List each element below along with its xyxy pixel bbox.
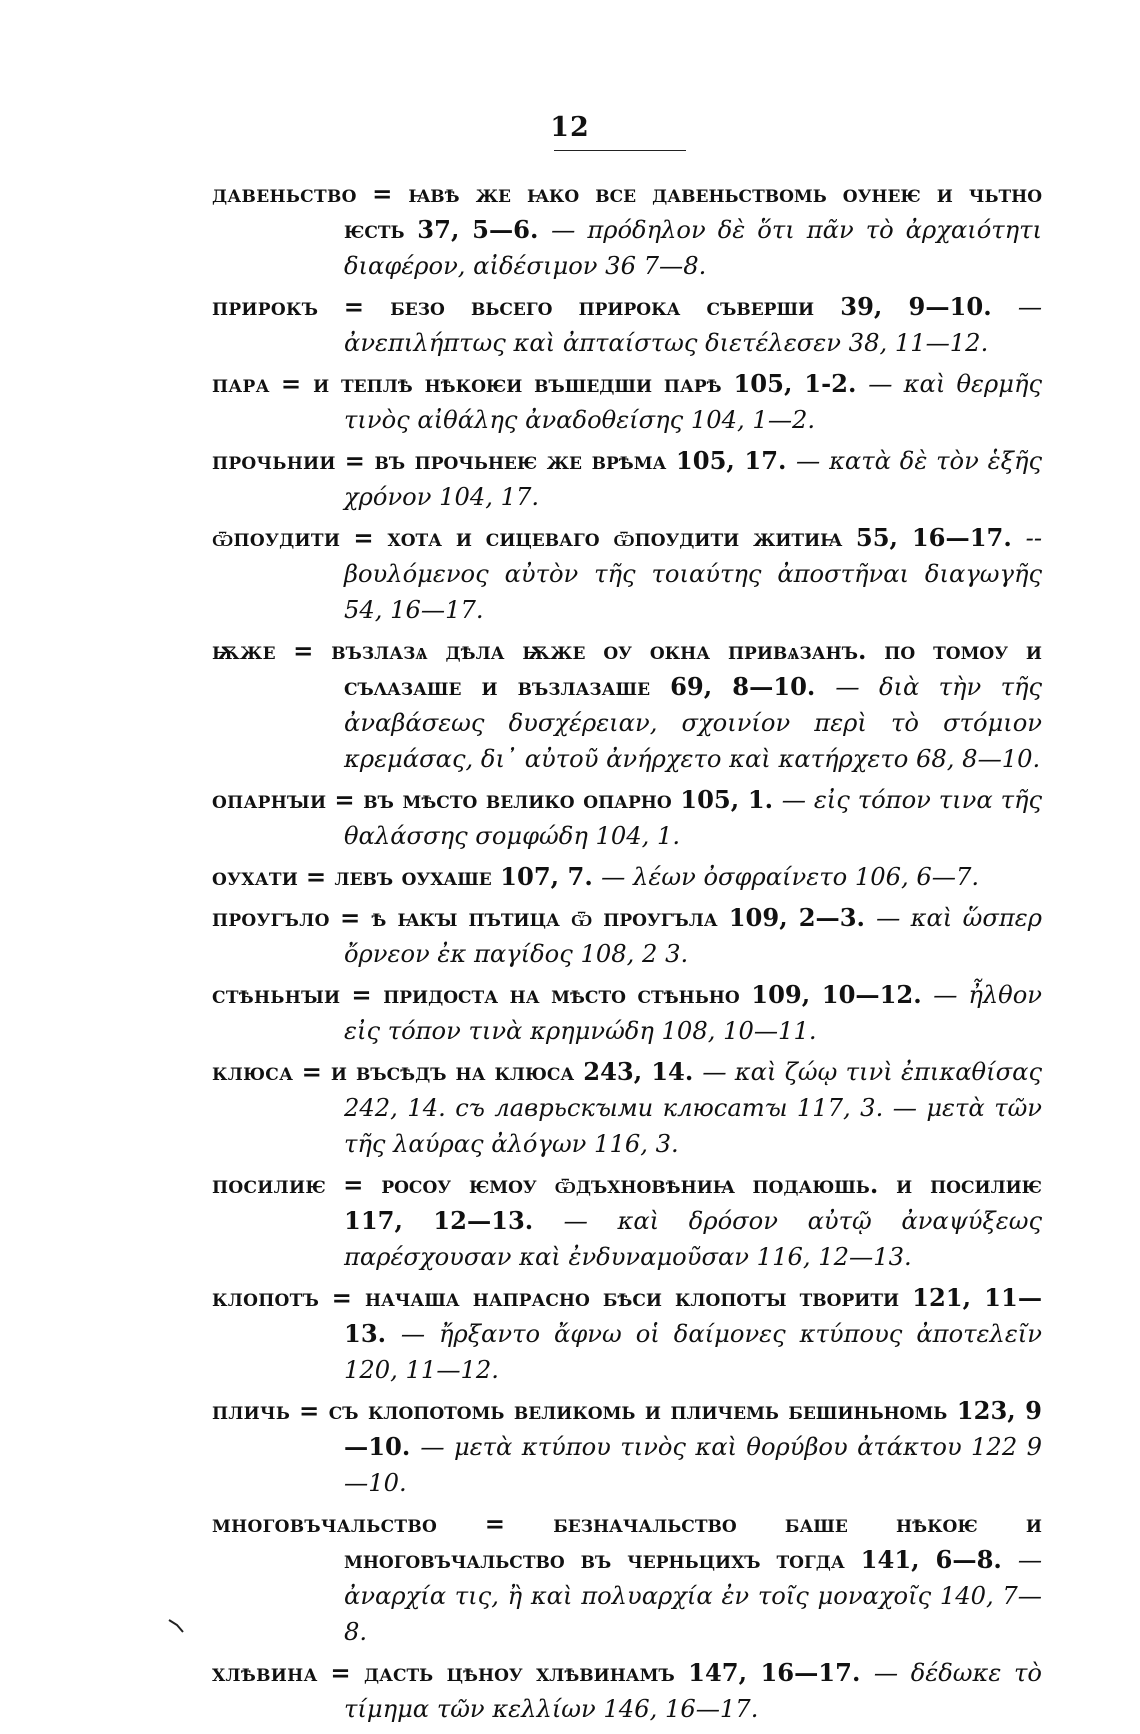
glossary-entry xyxy=(212,977,1042,1049)
entry-headword: многовъчальство xyxy=(212,1509,438,1538)
entry-greek-text: — λέων ὀσφραίνετο 106, 6—7. xyxy=(601,863,980,891)
glossary-entry xyxy=(212,1054,1042,1162)
entry-slavonic-text: дасть цѣноу хлѣвинамъ 147, 16—17. xyxy=(364,1658,874,1687)
entry-headword: клюса xyxy=(212,1057,294,1086)
glossary-entry xyxy=(212,900,1042,972)
equals-sign: = xyxy=(301,1057,331,1086)
stray-ink-mark xyxy=(168,1617,186,1635)
entry-slavonic-text: съ клопотомь великомь и пличемь бешиньномь 123, 9—10. xyxy=(328,1396,1043,1461)
entry-greek-text: — ἀναρχία τις, ἢ καὶ πολυαρχία ἐν τοῖς μοναχοῖς 140, 7—8. xyxy=(344,1546,1042,1646)
entry-slavonic-text: безначальство баше нѣкоѥ и многовъчальство въ черньцихъ тогда 141, 6—8. xyxy=(344,1509,1042,1574)
entry-greek-text: — καὶ ζώῳ τινὶ ἐπικαθίσας 242, 14. съ лаврьскꙑми клюсатꙑ 117, 3. — μετὰ τῶν τῆς λαύρας ἀλόγων 116, 3. xyxy=(344,1058,1042,1158)
entry-greek-text: — διὰ τὴν τῆς ἀναβάσεως δυσχέρειαν, σχοινίον περὶ τὸ στόμιον κρεμάσας, δι᾽ αὐτοῦ ἀνήρχετο καὶ κατήρχετο 68, 8—10. xyxy=(344,673,1042,773)
glossary-entry xyxy=(212,366,1042,438)
entry-slavonic-text: левъ оухаше 107, 7. xyxy=(334,862,602,891)
glossary-entry xyxy=(212,782,1042,854)
entry-headword: оухати xyxy=(212,862,299,891)
equals-sign: = xyxy=(331,1283,365,1312)
equals-sign: = xyxy=(372,179,409,208)
equals-sign: = xyxy=(334,785,364,814)
equals-sign: = xyxy=(351,980,384,1009)
entry-greek-text: — εἰς τόπον τινα τῆς θαλάσσης σομφώδη 104, 1. xyxy=(344,786,1042,850)
glossary-entry xyxy=(212,1393,1042,1501)
glossary-entry xyxy=(212,520,1042,628)
glossary-entry xyxy=(212,859,1042,895)
equals-sign: = xyxy=(280,369,314,398)
glossary-entries xyxy=(212,176,1042,1732)
entry-slavonic-text: възлазѧ дѣла ѭже оу окна привѧзанъ. по томоу и съλазаше и възлазаше 69, 8—10. xyxy=(331,636,1042,701)
entry-slavonic-text: росоу ѥмоу ѿдъхновѣниꙗ подаюшь. и посилиѥ 117, 12—13. xyxy=(344,1170,1042,1235)
entry-greek-text: -- βουλόμενος αὐτὸν τῆς τοιαύτης ἀποστῆναι διαγωγῆς 54, 16—17. xyxy=(344,524,1042,624)
entry-headword: прирокъ xyxy=(212,292,319,321)
glossary-entry xyxy=(212,633,1042,777)
entry-headword: хлѣвина xyxy=(212,1658,318,1687)
equals-sign: = xyxy=(298,1396,329,1425)
entry-slavonic-text: придоста на мѣсто стѣньно 109, 10—12. xyxy=(383,980,934,1009)
entry-headword: пара xyxy=(212,369,270,398)
entry-greek-text: — ἀνεπιλήπτως καὶ ἀπταίστως διετέλεσεν 38, 11—12. xyxy=(344,293,1042,357)
entry-headword: проугъло xyxy=(212,903,330,932)
equals-sign: = xyxy=(340,903,372,932)
page-number: 12 xyxy=(550,112,590,143)
entry-greek-text: — ἦλθον εἰς τόπον τινὰ κρημνώδη 108, 10—11. xyxy=(344,981,1042,1045)
equals-sign: = xyxy=(484,1509,554,1538)
equals-sign: = xyxy=(305,862,335,891)
entry-headword: пличь xyxy=(212,1396,291,1425)
entry-slavonic-text: ꙗвѣ же ꙗко все давеньствомь оунеѥ и чьтно ѥсть 37, 5—6. xyxy=(344,179,1042,244)
entry-greek-text: — μετὰ κτύπου τινὸς καὶ θορύβου ἀτάκτου 122 9—10. xyxy=(344,1433,1042,1497)
entry-headword: посилиѥ xyxy=(212,1170,326,1199)
glossary-entry xyxy=(212,1655,1042,1727)
equals-sign: = xyxy=(353,523,388,552)
glossary-entry xyxy=(212,1506,1042,1650)
equals-sign: = xyxy=(344,446,375,475)
page-number-rule xyxy=(554,150,686,151)
entry-headword: прочьнии xyxy=(212,446,336,475)
glossary-entry xyxy=(212,443,1042,515)
entry-slavonic-text: въ прочьнеѥ же врѣма 105, 17. xyxy=(374,446,797,475)
entry-greek-text: — καὶ δρόσον αὐτῷ ἀναψύξεως παρέσχουσαν καὶ ἐνδυναμοῦσαν 116, 12—13. xyxy=(344,1207,1042,1271)
entry-headword: стѣньнꙑи xyxy=(212,980,341,1009)
equals-sign: = xyxy=(343,292,391,321)
entry-greek-text: — δέδωκε τὸ τίμημα τῶν κελλίων 146, 16—17. xyxy=(344,1659,1042,1723)
entry-greek-text: — κατὰ δὲ τὸν ἑξῆς χρόνον 104, 17. xyxy=(344,447,1042,511)
entry-headword: клопотъ xyxy=(212,1283,320,1312)
entry-greek-text: — καὶ θερμῆς τινὸς αἰθάλης ἀναδοθείσης 104, 1—2. xyxy=(344,370,1043,434)
glossary-entry xyxy=(212,289,1042,361)
equals-sign: = xyxy=(293,636,332,665)
entry-headword: давеньство xyxy=(212,179,357,208)
entry-slavonic-text: хота и сицеваго ѿпоудити житиꙗ 55, 16—17. xyxy=(387,523,1026,552)
entry-headword: опарнꙑи xyxy=(212,785,327,814)
entry-headword: ѭже xyxy=(212,636,276,665)
glossary-entry xyxy=(212,1280,1042,1388)
entry-greek-text: — ἤρξαντο ἄφνω οἱ δαίμονες κτύπους ἀποτελεῖν 120, 11—12. xyxy=(344,1320,1042,1384)
entry-slavonic-text: въ мѣсто велико опарно 105, 1. xyxy=(363,785,782,814)
entry-greek-text: — πρόδηλον δὲ ὅτι πᾶν τὸ ἀρχαιότητι διαφέρον, αἰδέσιμον 36 7—8. xyxy=(344,216,1042,280)
entry-slavonic-text: и въсѣдъ на клюса 243, 14. xyxy=(330,1057,703,1086)
equals-sign: = xyxy=(330,1658,365,1687)
glossary-entry xyxy=(212,176,1042,284)
entry-headword: ѿпоудити xyxy=(212,523,341,552)
entry-slavonic-text: и теплѣ нѣкоѥи въшедши парѣ 105, 1-2. xyxy=(313,369,869,398)
entry-greek-text: — καὶ ὥσπερ ὄρνεον ἐκ παγίδος 108, 2 3. xyxy=(344,904,1042,968)
glossary-entry xyxy=(212,1167,1042,1275)
entry-slavonic-text: начаша напрасно бѣси клопотꙑ творити 121, 11—13. xyxy=(344,1283,1043,1348)
entry-slavonic-text: безо вьсего прирока съверши 39, 9—10. xyxy=(390,292,1018,321)
entry-slavonic-text: ѣ ꙗкꙑ пътица ѿ проугъла 109, 2—3. xyxy=(371,903,877,932)
equals-sign: = xyxy=(343,1170,382,1199)
